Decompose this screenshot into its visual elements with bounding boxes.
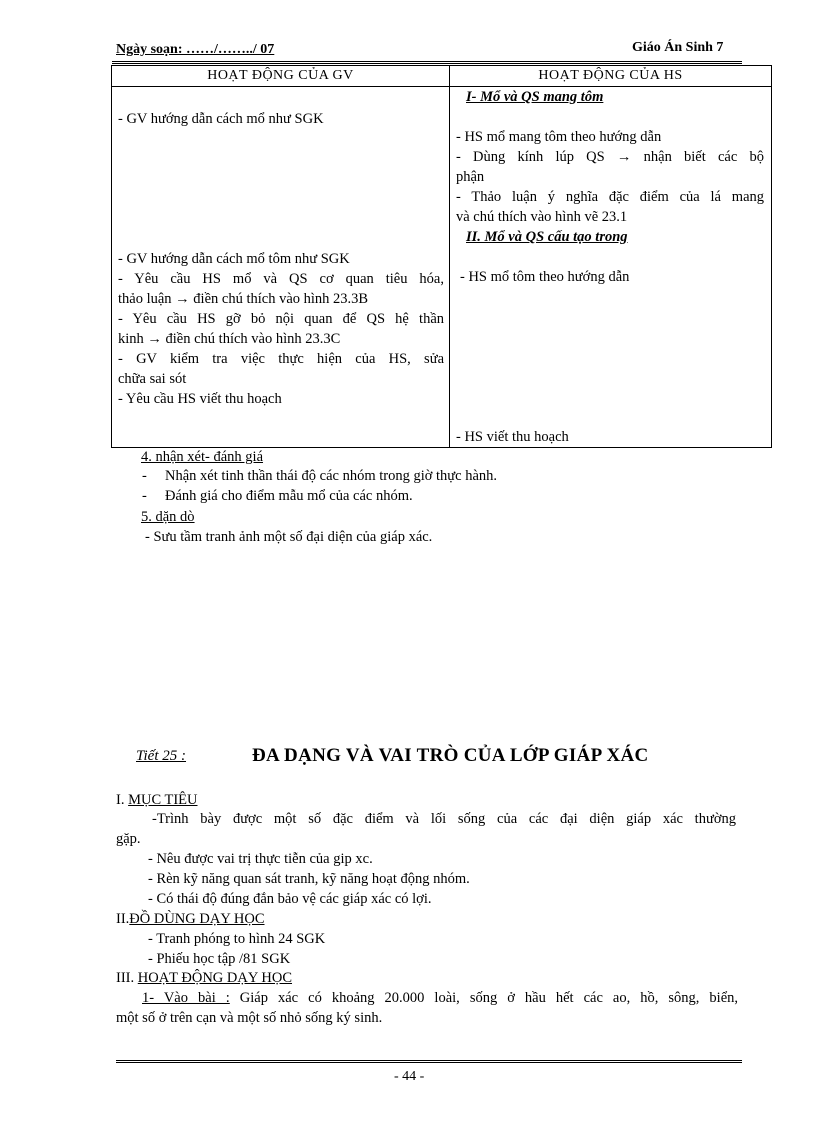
list-item: - Sưu tầm tranh ảnh một số đại diện của giáp xác. [145, 529, 433, 545]
list-item: Nhận xét tinh thần thái độ các nhóm trong giờ thực hành. [165, 468, 498, 484]
intro-paragraph-cont: một số ở trên cạn và một số nhỏ sống ký sinh. [116, 1010, 383, 1026]
subject-label: Giáo Án Sinh 7 [632, 40, 724, 55]
intro-label: 1- Vào bài : [142, 990, 230, 1006]
gv-cell [112, 87, 450, 448]
hs-line: - HS mổ tôm theo hướng dẫn [460, 269, 630, 285]
hs-line: - HS mổ mang tôm theo hướng dẫn [456, 129, 662, 145]
hs-line: - Thảo luận ý nghĩa đặc điểm của lá mang [456, 189, 764, 205]
objective-line: - Rèn kỹ năng quan sát tranh, kỹ năng hoạt động nhóm. [148, 871, 470, 887]
hs-line: - Dùng kính lúp QS → nhận biết các bộ [456, 149, 764, 165]
gv-line: - GV hướng dẫn cách mổ tôm như SGK [118, 251, 350, 267]
page-number: - 44 - [394, 1069, 425, 1084]
section-5-title: 5. dặn dò [141, 509, 195, 525]
gv-line: - Yêu cầu HS mổ và QS cơ quan tiêu hóa, [118, 271, 444, 287]
date-label: Ngày soạn: ……/……../ 07 [116, 42, 275, 57]
hs-section-heading: II. Mổ và QS cấu tạo trong [466, 229, 628, 245]
section-title: MỤC TIÊU [128, 792, 198, 808]
lesson-title: ĐA DẠNG VÀ VAI TRÒ CỦA LỚP GIÁP XÁC [252, 745, 649, 766]
gv-line: chữa sai sót [118, 371, 187, 387]
activities-table [111, 65, 772, 448]
header-rule [112, 61, 742, 64]
objective-line: -Trình bày được một số đặc điểm và lối sống của các đại diện giáp xác thường [152, 811, 736, 827]
section-2-heading [116, 911, 265, 928]
gv-line: - GV kiểm tra việc thực hiện của HS, sửa [118, 351, 444, 367]
hs-line: phận [456, 169, 485, 185]
section-number: II. [116, 911, 130, 927]
materials-line: - Tranh phóng to hình 24 SGK [148, 931, 326, 947]
section-4-title: 4. nhận xét- đánh giá [141, 449, 264, 465]
hs-section-heading: I- Mổ và QS mang tôm [466, 89, 604, 105]
gv-line: kinh → điền chú thích vào hình 23.3C [118, 331, 341, 347]
list-item: Đánh giá cho điểm mẫu mổ của các nhóm. [165, 488, 413, 504]
col-header-gv: HOẠT ĐỘNG CỦA GV [112, 66, 450, 87]
hs-cell [450, 87, 772, 448]
footer-rule [116, 1060, 742, 1063]
section-title: HOẠT ĐỘNG DẠY HỌC [137, 970, 293, 986]
lesson-label: Tiết 25 : [136, 748, 187, 764]
gv-line: - Yêu cầu HS gỡ bỏ nội quan để QS hệ thần [118, 311, 444, 327]
intro-text: Giáp xác có khoảng 20.000 loài, sống ở hầu hết các ao, hồ, sông, biển, [229, 990, 739, 1006]
section-title: ĐỒ DÙNG DẠY HỌC [129, 911, 265, 927]
materials-line: - Phiếu học tập /81 SGK [148, 951, 291, 967]
objective-line: gặp. [116, 831, 141, 847]
section-number: III. [116, 970, 135, 986]
section-3-heading [116, 970, 292, 987]
intro-paragraph [142, 990, 738, 1007]
list-item: - [142, 468, 147, 484]
gv-line: - GV hướng dẫn cách mổ như SGK [118, 111, 324, 127]
col-header-hs: HOẠT ĐỘNG CỦA HS [450, 66, 772, 87]
gv-line: - Yêu cầu HS viết thu hoạch [118, 391, 282, 407]
objective-line: - Có thái độ đúng đắn bảo vệ các giáp xác có lợi. [148, 891, 432, 907]
objective-line: - Nêu được vai trị thực tiễn của gip xc. [148, 851, 373, 867]
section-1-heading [116, 792, 198, 809]
gv-line: thảo luận → điền chú thích vào hình 23.3B [118, 291, 369, 307]
hs-line: và chú thích vào hình vẽ 23.1 [456, 209, 628, 225]
hs-line: - HS viết thu hoạch [456, 429, 569, 445]
list-item: - [142, 488, 147, 504]
section-number: I. [116, 792, 125, 808]
